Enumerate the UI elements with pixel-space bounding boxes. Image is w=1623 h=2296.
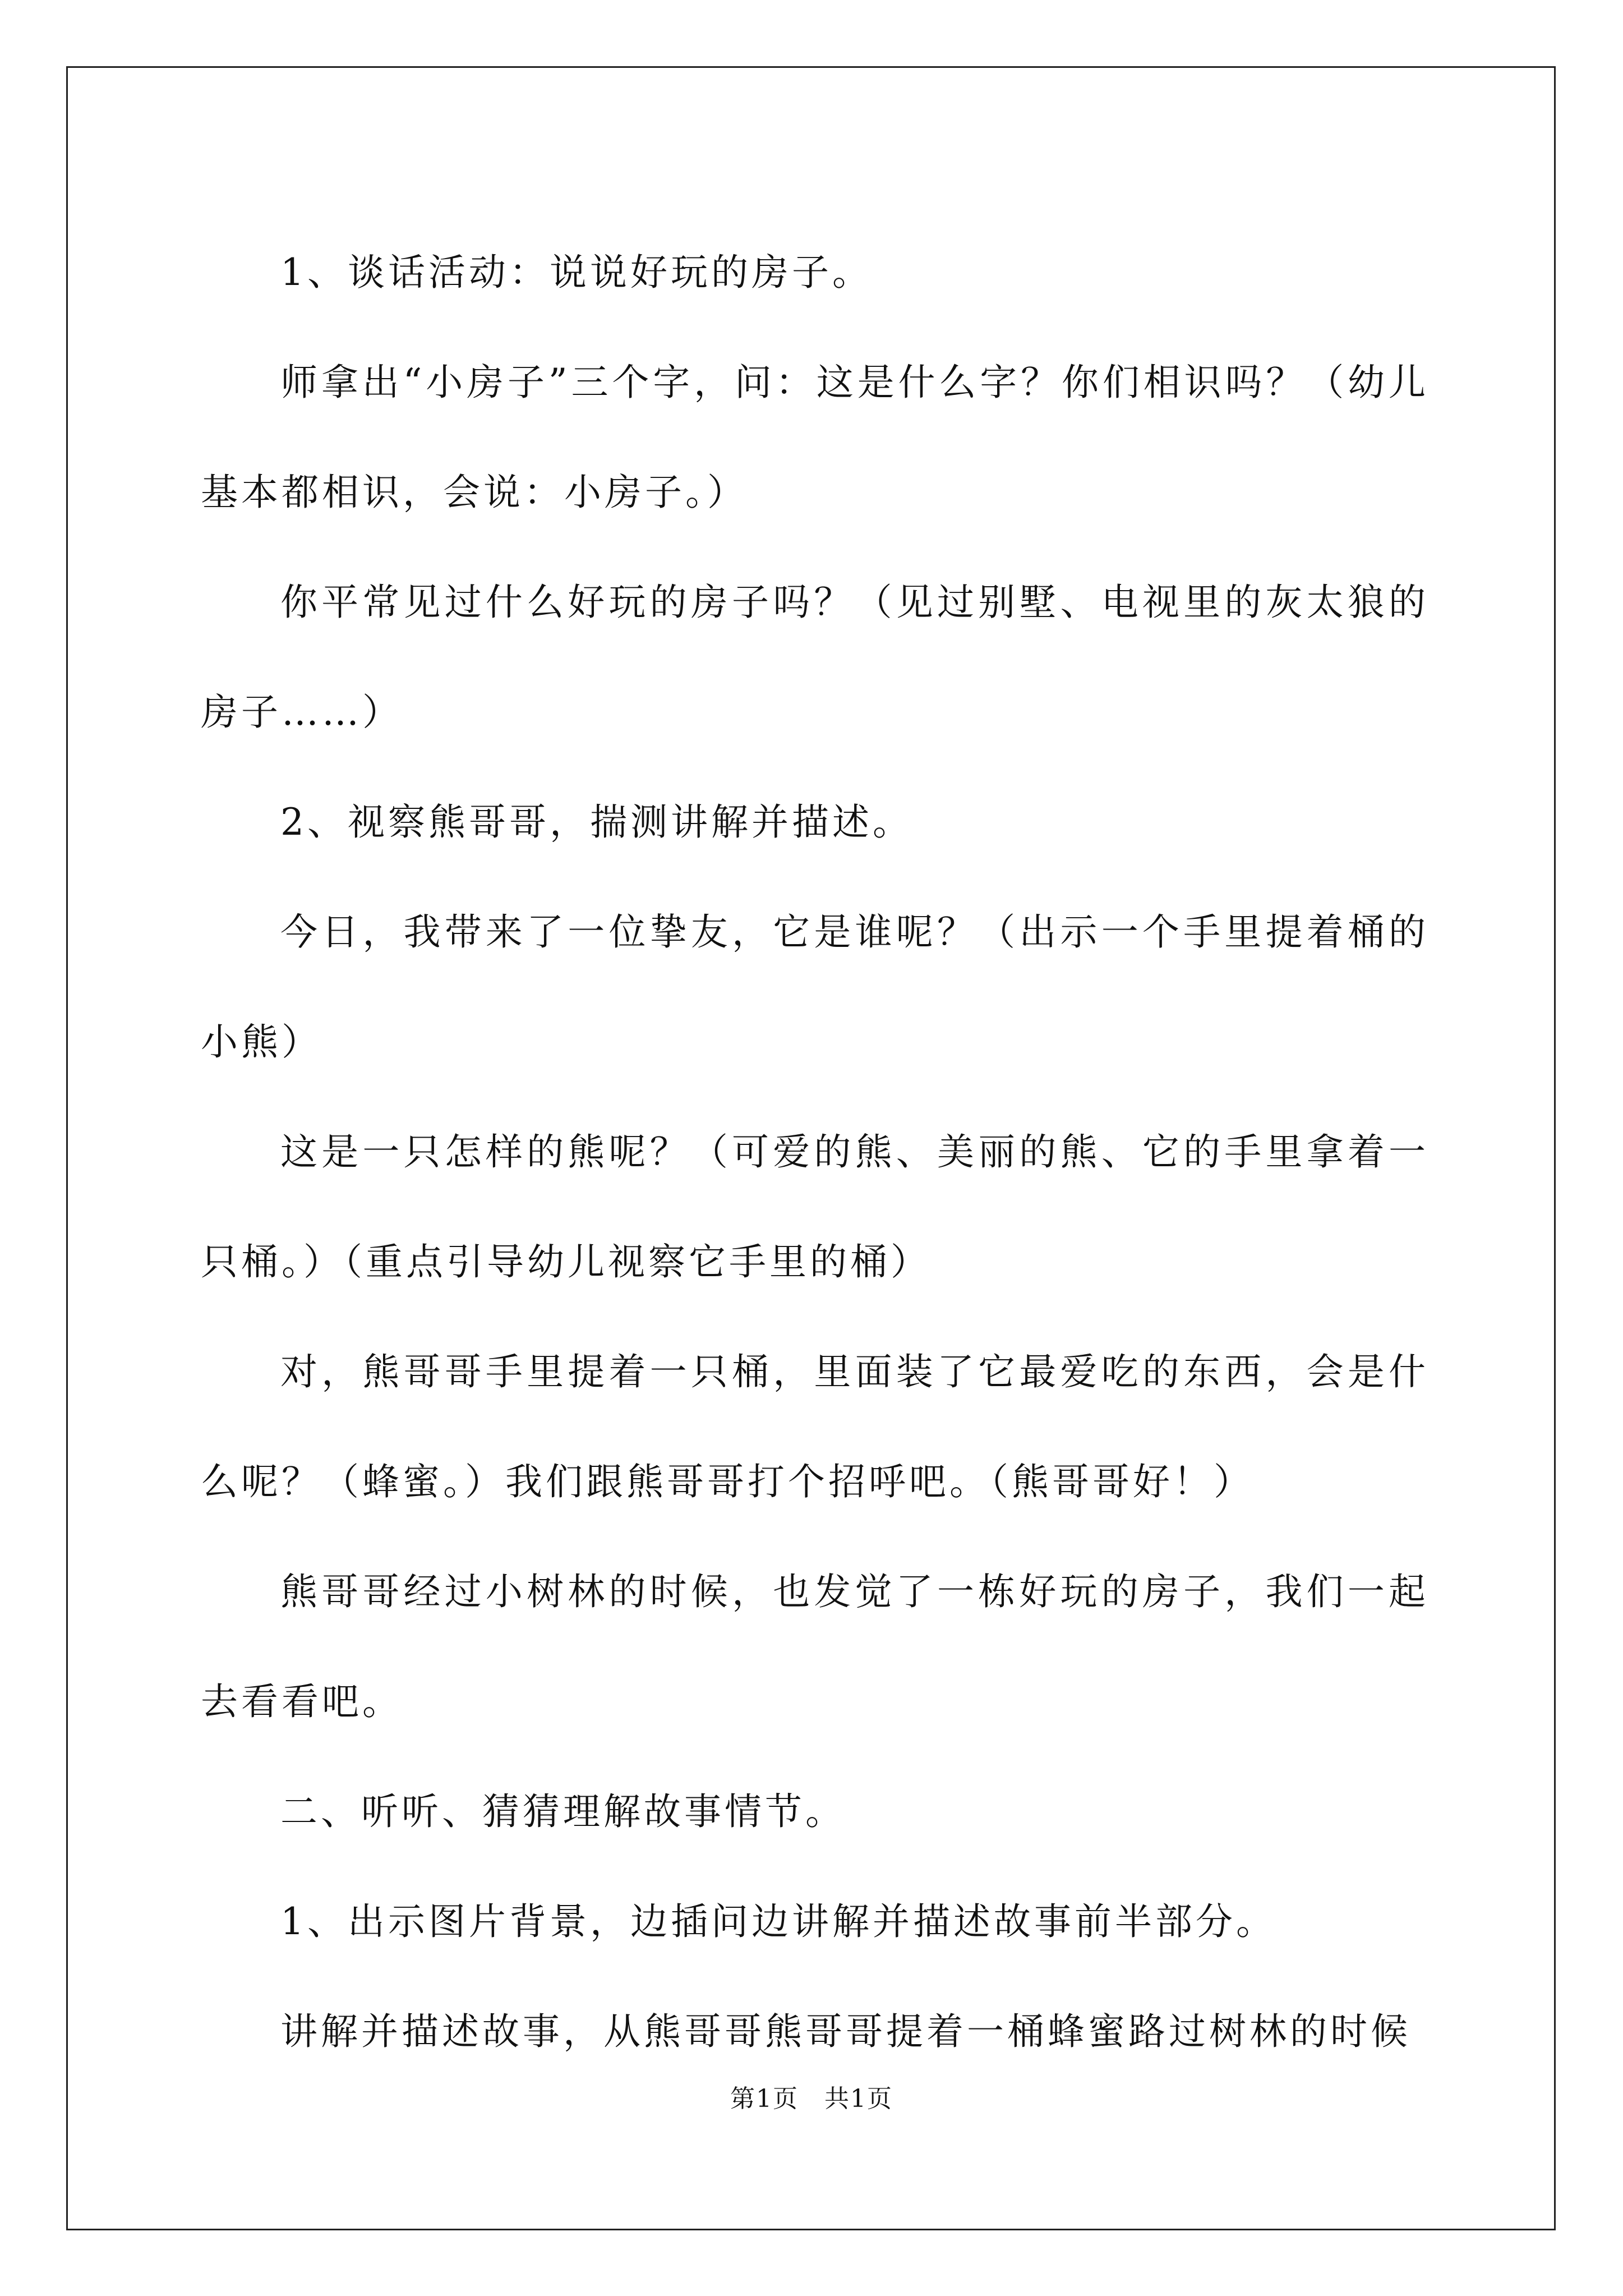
paragraph: 师拿出“小房子”三个字，问：这是什么字？你们相识吗？（幼儿基本都相识，会说：小房子。） — [201, 361, 1429, 514]
paragraph: 你平常见过什么好玩的房子吗？（见过别墅、电视里的灰太狼的房子……） — [201, 581, 1429, 734]
paragraph: 对，熊哥哥手里提着一只桶，里面装了它最爱吃的东西，会是什么呢？（蜂蜜。）我们跟熊哥哥打个招呼吧。（熊哥哥好！） — [201, 1350, 1429, 1503]
document-body — [201, 218, 1429, 2087]
paragraph: 这是一只怎样的熊呢？（可爱的熊、美丽的熊、它的手里拿着一只桶。）（重点引导幼儿视察它手里的桶） — [201, 1130, 1429, 1283]
paragraph: 讲解并描述故事，从熊哥哥熊哥哥提着一桶蜂蜜路过树林的时候 — [280, 2010, 1411, 2053]
paragraph: 二、听听、猜猜理解故事情节。 — [280, 1790, 846, 1833]
page-footer: 第1页 共1页 — [730, 2085, 893, 2113]
paragraph: 1、出示图片背景，边插问边讲解并描述故事前半部分。 — [280, 1900, 1276, 1943]
paragraph: 今日，我带来了一位挚友，它是谁呢？（出示一个手里提着桶的小熊） — [201, 910, 1429, 1064]
paragraph: 2、视察熊哥哥，揣测讲解并描述。 — [280, 800, 913, 844]
paragraph: 熊哥哥经过小树林的时候，也发觉了一栋好玩的房子，我们一起去看看吧。 — [201, 1570, 1429, 1723]
paragraph: 1、谈话活动：说说好玩的房子。 — [280, 251, 873, 294]
